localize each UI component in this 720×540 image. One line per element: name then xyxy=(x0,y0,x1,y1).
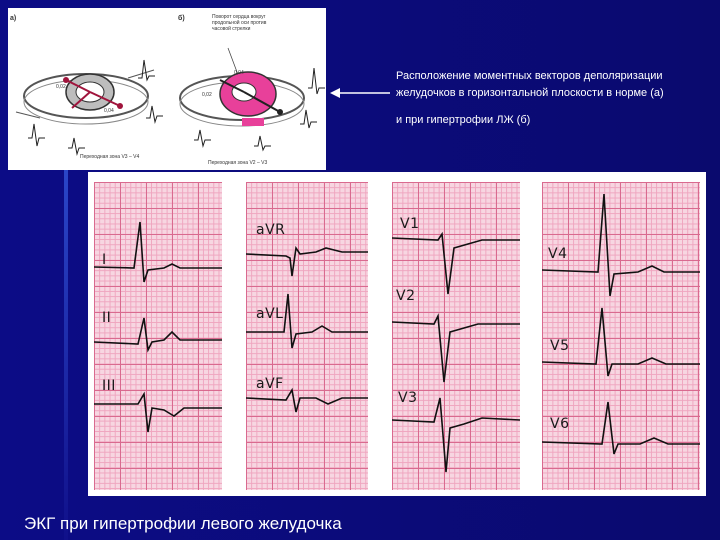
ecg-trace-lead-V3 xyxy=(392,398,520,472)
value-b1: 0,02 xyxy=(202,92,212,98)
ecg-panel-chest-leads-v4-v6 xyxy=(542,182,700,490)
zone-label-a: Переходная зона V3 – V4 xyxy=(80,154,140,160)
ecg-trace-lead-V4 xyxy=(542,194,700,296)
ecg-trace-lead-V2 xyxy=(392,316,520,382)
ecg-panel-augmented-leads xyxy=(246,182,368,490)
lead-label-I: I xyxy=(102,252,107,268)
lead-label-II: II xyxy=(102,310,112,326)
vector-diagram-figure xyxy=(8,8,326,170)
lead-label-aVR: aVR xyxy=(256,222,286,238)
zone-label-b: Переходная зона V2 – V3 xyxy=(208,160,268,166)
lead-label-V5: V5 xyxy=(550,338,570,354)
value-a2: 0,04 xyxy=(104,108,114,114)
ecg-panel-limb-leads xyxy=(94,182,222,490)
ecg-trace-lead-III xyxy=(94,394,222,432)
caption-line-3: и при гипертрофии ЛЖ (б) xyxy=(396,114,531,126)
lead-label-V1: V1 xyxy=(400,216,420,232)
ecg-trace-lead-aVR xyxy=(246,248,368,276)
value-a1: 0,02 xyxy=(56,84,66,90)
lead-label-V4: V4 xyxy=(548,246,568,262)
lead-label-V2: V2 xyxy=(396,288,416,304)
slide-title: ЭКГ при гипертрофии левого желудочка xyxy=(24,514,342,533)
lead-label-V3: V3 xyxy=(398,390,418,406)
lead-label-III: III xyxy=(102,378,116,394)
ecg-trace-lead-II xyxy=(94,318,222,350)
ecg-trace-lead-V1 xyxy=(392,234,520,294)
arrow-left-icon xyxy=(330,85,392,101)
lead-label-aVF: aVF xyxy=(256,376,284,392)
panel-b-note: Поворот сердца вокруг продольной оси против часовой стрелки xyxy=(212,14,267,32)
ecg-trace-lead-aVF xyxy=(246,390,368,412)
caption-line-1: Расположение моментных векторов деполяризации xyxy=(396,70,663,82)
panel-b-label: б) xyxy=(178,15,185,22)
lead-label-aVL: aVL xyxy=(256,306,284,322)
ecg-trace-lead-I xyxy=(94,222,222,282)
left-accent-bar xyxy=(64,170,68,540)
caption-line-2: желудочков в горизонтальной плоскости в норме (а) xyxy=(396,87,664,99)
ecg-panel-chest-leads-v1-v3 xyxy=(392,182,520,490)
panel-b-heart-diagram xyxy=(180,68,325,150)
value-b2: 0,04 xyxy=(234,70,244,76)
figure-caption xyxy=(396,68,714,129)
panel-a-label: а) xyxy=(10,15,17,22)
panel-a-heart-diagram xyxy=(16,60,163,154)
lead-label-V6: V6 xyxy=(550,416,570,432)
